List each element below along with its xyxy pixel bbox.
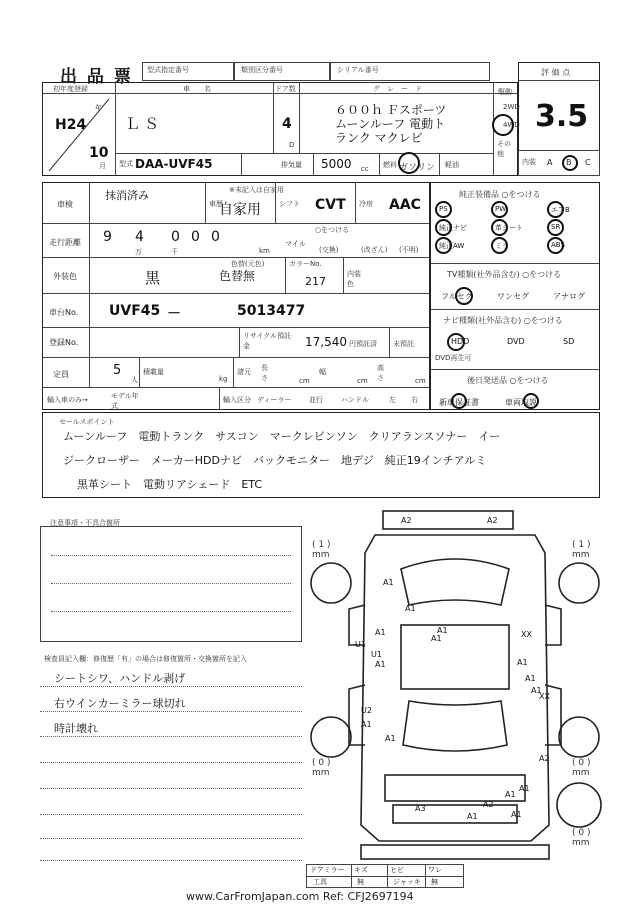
damage-mark: A1 [531,686,542,695]
damage-mark: A1 [375,628,386,637]
key-table-cell: ジャッキ [393,878,421,886]
equipment-circle [491,219,508,236]
equipment-circle [547,219,564,236]
equipment-circle [491,201,508,218]
damage-mark: U1 [355,640,366,649]
tire-spare: ( 0 ) mm [572,828,591,848]
damage-mark: A1 [525,674,536,683]
damage-mark: A1 [431,634,442,643]
equipment-item: 純正AW [439,242,465,250]
doors-value: 4 [282,116,292,132]
caution-box [40,526,302,642]
damage-mark: A2 [487,516,498,525]
first-reg-year: H24 [55,117,87,133]
key-table [306,864,464,888]
damage-mark: A3 [415,804,426,813]
extra-item: 新車保証書 [439,398,479,407]
sheet-title: 出 品 票 [60,67,133,87]
equipment-circle [547,201,564,218]
damage-mark: A1 [511,810,522,819]
damage-mark: U1 [371,650,382,659]
equipment-circle [435,237,452,254]
damage-mark: A1 [505,790,516,799]
damage-mark: XX [521,630,532,639]
watermark: www.CarFromJapan.com Ref: CFJ2697194 [186,890,414,903]
equipment-circle [547,237,564,254]
details-block: 車検 抹消済み 車歴 ※末記入は自家用 自家用 シフト CVT 冷房 AAC 走行距離 9 4 0 0 0 万 千 km ○をつける マイル (交換) (改ざん) (不明) 外装色 黒 色替(元色) 色替無 カラーNo. 217 内装色 車台No. UVF45 － 5013477 登録No. リサイクル預託金 17,540 円預託済 未預託 定員 5 人 積載量 kg 諸元 長さ cm 幅 cm 高さ cm 輸入車のみ→ モデル年式 輸入区分 ディーラー 並行 ハンドル 左 右 [42,182,430,410]
extra-circle [523,393,539,409]
damage-mark: A1 [361,720,372,729]
damage-mark: A2 [539,754,550,763]
equipment-item: ミラ [495,242,509,250]
owner-value: 自家用 [219,202,261,218]
damage-mark: A1 [467,812,478,821]
model-value: DAA-UVF45 [135,157,213,171]
mileage-digit: 0 [171,229,180,245]
equipment-item: PS [439,205,448,213]
tire-rl: ( 0 ) mm [312,758,331,778]
tv-item: ワンセグ [497,292,529,301]
vehicle-name: ＬＳ [125,115,164,133]
caution-title: 注意事項・不具合箇所 [50,519,120,527]
damage-mark: A2 [483,800,494,809]
damage-mark: A1 [383,578,394,587]
grade-line3: ランク マクレビ [335,131,423,145]
equipment-item: PW [495,205,507,213]
exterior-value: 黒 [145,269,161,287]
key-table-cell: 無 [357,878,364,886]
equipment-item: 純正ナビ [439,224,467,232]
interior-grade-box: 内装 A B C [518,150,600,176]
navi-item: SD [563,337,575,346]
vehicle-block: 初年度登録 車 名 ドア数 グ レ ー ド 駆動 年 H24 10 月 ＬＳ 4 D ６００ｈ Ｆスポーツ ムーンルーフ 電動ト ランク マクレビ 2WD 4WD その他 型式 DAA-UVF45 排気量 5000 cc 燃料 ガソリン 軽油 [42,82,518,176]
equipment-circle [435,219,452,236]
damage-mark: XX [539,692,550,701]
fuel-circle [398,152,420,174]
key-table-header: ワレ [428,866,442,874]
sales-points-box: セールスポイント ムーンルーフ 電動トランク サスコン マークレビンソン クリアランスソナー イー ジークローザー メーカーHDDナビ バックモニター 地デジ 純正19インチアルミ 黒革シート 電動リアシェード ETC [42,412,600,498]
damage-mark: U2 [361,706,372,715]
equipment-circle [435,201,452,218]
grade-line1: ６００ｈ Ｆスポーツ [335,103,447,117]
mileage-digit: 0 [211,229,220,245]
serial-box: シリアル番号 [330,62,490,81]
equipment-circle [491,237,508,254]
key-table-header: ヒビ [390,866,404,874]
recycle-value: 17,540 [305,335,347,349]
car-damage-diagram [305,505,605,865]
type-cert-box: 型式指定番号 [142,62,234,81]
navi-item: DVD [507,337,525,346]
key-table-cell: 無 [431,878,438,886]
chassis-number: 5013477 [237,303,306,319]
damage-mark: A2 [401,516,412,525]
damage-mark: A1 [437,626,448,635]
equipment-item: ABS [551,241,565,249]
score-value: 3.5 [535,99,589,134]
displacement-value: 5000 [321,157,352,171]
inspector-title: 検査員記入欄：修復歴「有」の場合は修復箇所・交換箇所を記入 [44,655,247,663]
damage-mark: A1 [517,658,528,667]
mileage-digit: 0 [191,229,200,245]
tv-item: フルセグ [441,292,473,301]
tv-item: アナログ [553,292,585,301]
sales-line-2: ジークローザー メーカーHDDナビ バックモニター 地デジ 純正19インチアルミ [63,454,487,467]
damage-mark: A1 [405,604,416,613]
note-line-1: シートシワ、ハンドル剥げ [54,672,186,685]
sales-line-1: ムーンルーフ 電動トランク サスコン マークレビンソン クリアランスソナー イー [63,430,501,443]
grade-line2: ムーンルーフ 電動ト [335,117,446,131]
sales-line-3: 黒革シート 電動リアシェード ETC [77,478,263,491]
score-label: 評 価 点 [541,68,571,77]
extra-item: 車両取説 [505,398,537,407]
key-table-cell: 工具 [313,878,327,886]
extra-circle [451,393,467,409]
class-box: 類別区分番号 [234,62,330,81]
key-table-header: キズ [354,866,368,874]
navi-hdd-circle [447,333,465,351]
damage-mark: A1 [385,734,396,743]
first-reg-month: 10 [89,145,109,161]
interior-b-circle [562,155,578,171]
tv-fullseg-circle [455,287,473,305]
key-table-header: ドアミラー [310,866,345,874]
tire-fl: ( 1 ) mm [312,540,331,560]
damage-mark: A1 [519,784,530,793]
mileage-digit: 9 [103,229,112,245]
note-line-2: 右ウインカーミラー球切れ [54,697,186,710]
mileage-digit: 4 [135,229,144,245]
damage-mark: A1 [375,660,386,669]
equipment-item: エアB [551,206,570,214]
navi-item: HDD [451,337,470,346]
tax-value: 抹消済み [105,189,149,202]
note-line-3: 時計壊れ [54,722,98,735]
equipment-item: SR [551,223,561,231]
tire-fr: ( 1 ) mm [572,540,591,560]
equipment-item: 革シート [495,224,523,232]
drive-4wd-circle [492,114,514,136]
equipment-block: 純正装備品 ○をつける PS PW エアB 純正ナビ 革シート SR 純正AW ミラ ABS TV種類(社外品含む) ○をつける フルセグ ワンセグ アナログ ナビ種類(社外品含む) ○をつける HDD DVD SD DVD再生可 後日発送品 ○をつける 新車保証書 車両取説 [430,182,600,410]
tire-rr: ( 0 ) mm [572,758,591,778]
